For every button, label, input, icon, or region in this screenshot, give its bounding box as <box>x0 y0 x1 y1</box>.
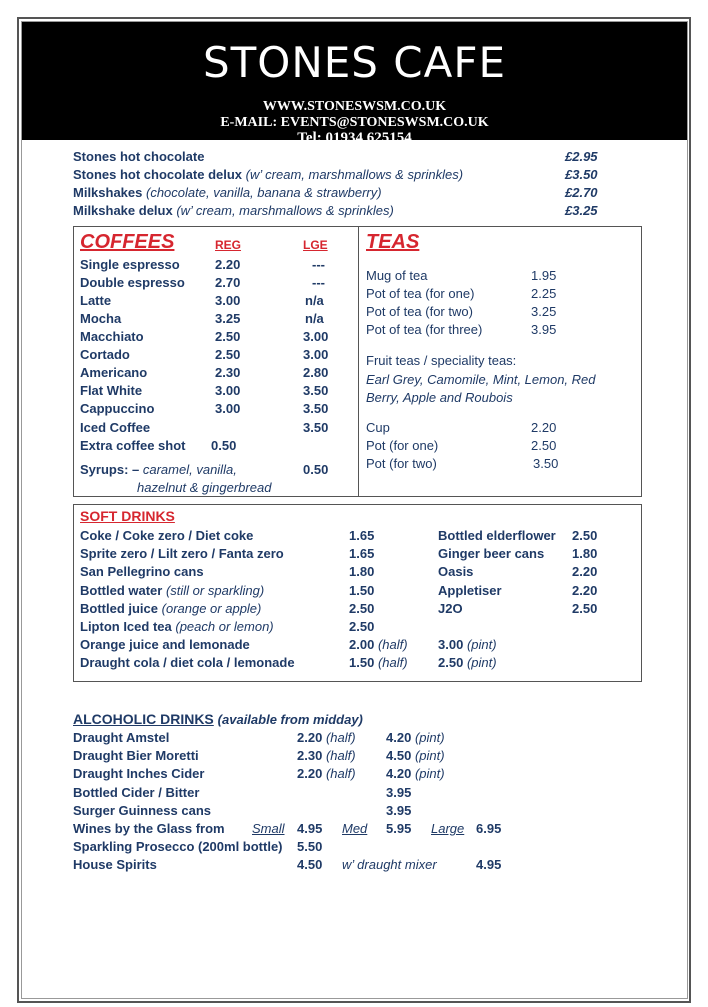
pint-price <box>438 637 497 653</box>
drink-name: Surger Guinness cans <box>73 803 211 818</box>
half-price <box>297 748 356 764</box>
soft-drink-name: Coke / Coke zero / Diet coke <box>80 528 254 543</box>
soft-drink-price: 2.20 <box>572 583 598 598</box>
half-price <box>297 730 356 746</box>
drink-price: 5.50 <box>297 839 323 854</box>
syrups-flavours-cont: hazelnut & gingerbread <box>137 480 272 495</box>
price-value: 2.00 <box>349 637 375 652</box>
list-item <box>73 185 382 201</box>
pint-price <box>386 748 445 764</box>
coffee-reg-price: 3.25 <box>215 311 241 326</box>
soft-drink-price: 1.65 <box>349 546 375 561</box>
fruit-tea-price: 2.50 <box>531 438 557 453</box>
fruit-tea-price: 3.50 <box>533 456 559 471</box>
soft-drink-price: 2.50 <box>572 528 598 543</box>
price-value: 3.00 <box>438 637 464 652</box>
coffee-reg-price: 2.50 <box>215 347 241 362</box>
soft-drink-item <box>80 583 264 599</box>
tea-name: Pot of tea (for three) <box>366 322 483 337</box>
soft-drink-note: (peach or lemon) <box>175 619 274 634</box>
price-value: 4.20 <box>386 730 412 745</box>
item-price: £2.95 <box>565 149 598 164</box>
tea-price: 3.25 <box>531 304 557 319</box>
item-name: Milkshakes <box>73 185 143 200</box>
alcoholic-subtitle: (available from midday) <box>217 712 363 727</box>
price-value: 2.50 <box>438 655 464 670</box>
pint-price <box>386 730 445 746</box>
item-note: (chocolate, vanilla, banana & strawberry) <box>146 185 382 200</box>
menu-header <box>22 22 687 146</box>
reg-label: REG <box>215 238 242 252</box>
soft-drink-note: (still or sparkling) <box>165 583 265 598</box>
syrups-label: Syrups: – <box>80 462 140 477</box>
tea-price: 1.95 <box>531 268 557 283</box>
price-value: 1.50 <box>349 655 375 670</box>
large-price: 6.95 <box>476 821 502 836</box>
drink-name: Draught Inches Cider <box>73 766 205 781</box>
soft-drink-name: Draught cola / diet cola / lemonade <box>80 655 295 670</box>
soft-drink-name: Oasis <box>438 564 474 579</box>
website-text: WWW.STONESWSM.CO.UK <box>262 99 447 114</box>
half-price <box>297 766 356 782</box>
med-label: Med <box>342 821 368 836</box>
price-unit: (half) <box>325 766 356 781</box>
soft-drink-price: 2.50 <box>572 601 598 616</box>
soft-drink-price: 2.50 <box>349 601 375 616</box>
coffee-lge-price: --- <box>312 257 325 272</box>
mixer-label: w’ draught mixer <box>342 857 437 872</box>
half-price <box>349 655 408 671</box>
soft-drink-price: 1.50 <box>349 583 375 598</box>
small-price: 4.95 <box>297 821 323 836</box>
coffee-reg-price: 3.00 <box>215 383 241 398</box>
fruit-tea-price: 2.20 <box>531 420 557 435</box>
item-name: Stones hot chocolate <box>73 149 205 164</box>
coffee-reg-price: 2.50 <box>215 329 241 344</box>
coffee-reg-price: 2.20 <box>215 257 241 272</box>
price-unit: (pint) <box>466 655 497 670</box>
coffee-lge-price: n/a <box>305 293 324 308</box>
alcoholic-heading <box>73 711 363 728</box>
item-note: (w’ cream, marshmallows & sprinkles) <box>176 203 394 218</box>
drink-name: Wines by the Glass from <box>73 821 225 836</box>
coffee-name: Single espresso <box>80 257 180 272</box>
price-value: 4.20 <box>386 766 412 781</box>
drink-price: 3.95 <box>386 785 412 800</box>
coffee-lge-price: 3.00 <box>303 347 329 362</box>
box-divider <box>358 227 359 496</box>
price-unit: (pint) <box>414 766 445 781</box>
price-value: 2.20 <box>297 766 323 781</box>
tea-price: 3.95 <box>531 322 557 337</box>
extra-shot-price: 0.50 <box>211 438 237 453</box>
syrups-row <box>80 462 237 478</box>
soft-drink-name: Bottled water <box>80 583 163 598</box>
syrups-flavours: caramel, vanilla, <box>142 462 237 477</box>
soft-drink-price: 2.20 <box>572 564 598 579</box>
soft-drink-item <box>80 601 261 617</box>
alcoholic-title: ALCOHOLIC DRINKS <box>73 711 214 727</box>
coffee-reg-price: 2.30 <box>215 365 241 380</box>
coffee-name: Cappuccino <box>80 401 155 416</box>
item-price: £3.25 <box>565 203 598 218</box>
soft-drink-price: 1.80 <box>349 564 375 579</box>
coffee-lge-price: 3.50 <box>303 420 329 435</box>
coffee-name: Cortado <box>80 347 130 362</box>
pint-price <box>438 655 497 671</box>
coffee-lge-price: 2.80 <box>303 365 329 380</box>
large-label: Large <box>431 821 465 836</box>
soft-drink-price: 1.80 <box>572 546 598 561</box>
drink-price: 4.50 <box>297 857 323 872</box>
fruit-teas-list-cont: Berry, Apple and Roubois <box>366 390 513 405</box>
item-note: (w’ cream, marshmallows & sprinkles) <box>245 167 464 182</box>
coffee-reg-price: 3.00 <box>215 401 241 416</box>
half-price <box>349 637 408 653</box>
med-price: 5.95 <box>386 821 412 836</box>
soft-drink-name: J2O <box>438 601 463 616</box>
fruit-tea-name: Cup <box>366 420 390 435</box>
cafe-title: STONES CAFE <box>202 38 507 87</box>
soft-drink-name: Ginger beer cans <box>438 546 545 561</box>
coffee-name: Double espresso <box>80 275 185 290</box>
soft-drink-name: Appletiser <box>438 583 502 598</box>
soft-drink-name: Bottled elderflower <box>438 528 556 543</box>
soft-drink-price: 1.65 <box>349 528 375 543</box>
drink-name: Draught Amstel <box>73 730 170 745</box>
item-price: £3.50 <box>565 167 598 182</box>
price-value: 2.30 <box>297 748 323 763</box>
coffee-name: Mocha <box>80 311 122 326</box>
coffee-name: Americano <box>80 365 148 380</box>
coffee-lge-price: 3.50 <box>303 383 329 398</box>
coffee-lge-price: --- <box>312 275 325 290</box>
phone-text: Tel: 01934 625154 <box>297 130 412 146</box>
fruit-tea-name: Pot (for two) <box>366 456 437 471</box>
pint-price <box>386 766 445 782</box>
drink-price: 3.95 <box>386 803 412 818</box>
list-item <box>73 203 394 219</box>
drink-name: House Spirits <box>73 857 157 872</box>
soft-drink-name: Sprite zero / Lilt zero / Fanta zero <box>80 546 284 561</box>
item-name: Milkshake delux <box>73 203 173 218</box>
soft-drink-name: Orange juice and lemonade <box>80 637 250 652</box>
tea-price: 2.25 <box>531 286 557 301</box>
coffee-name: Flat White <box>80 383 143 398</box>
price-unit: (half) <box>325 748 356 763</box>
soft-drink-note: (orange or apple) <box>161 601 262 616</box>
price-value: 2.20 <box>297 730 323 745</box>
coffees-heading: COFFEES <box>80 231 175 253</box>
price-unit: (half) <box>325 730 356 745</box>
price-value: 4.50 <box>386 748 412 763</box>
soft-drink-price: 2.50 <box>349 619 375 634</box>
drink-name: Bottled Cider / Bitter <box>73 785 200 800</box>
soft-drinks-heading: SOFT DRINKS <box>80 508 175 524</box>
drink-name: Draught Bier Moretti <box>73 748 199 763</box>
teas-heading: TEAS <box>366 231 420 253</box>
soft-drink-item <box>80 619 274 635</box>
item-name: Stones hot chocolate delux <box>73 167 243 182</box>
lge-label: LGE <box>303 238 328 252</box>
syrups-price: 0.50 <box>303 462 329 477</box>
small-label: Small <box>252 821 285 836</box>
list-item <box>73 149 204 165</box>
price-unit: (pint) <box>414 730 445 745</box>
coffee-name: Iced Coffee <box>80 420 151 435</box>
tea-name: Mug of tea <box>366 268 428 283</box>
coffee-lge-price: 3.00 <box>303 329 329 344</box>
tea-name: Pot of tea (for one) <box>366 286 475 301</box>
email-text: E-MAIL: EVENTS@STONESWSM.CO.UK <box>220 115 489 130</box>
soft-drink-name: Lipton Iced tea <box>80 619 172 634</box>
tea-name: Pot of tea (for two) <box>366 304 473 319</box>
coffee-lge-price: 3.50 <box>303 401 329 416</box>
price-unit: (half) <box>377 655 408 670</box>
price-unit: (pint) <box>466 637 497 652</box>
list-item <box>73 167 463 183</box>
coffee-name: Latte <box>80 293 112 308</box>
item-price: £2.70 <box>565 185 598 200</box>
coffee-name: Macchiato <box>80 329 144 344</box>
coffee-reg-price: 3.00 <box>215 293 241 308</box>
price-unit: (half) <box>377 637 408 652</box>
price-unit: (pint) <box>414 748 445 763</box>
drink-name: Sparkling Prosecco (200ml bottle) <box>73 839 283 854</box>
mixer-price: 4.95 <box>476 857 502 872</box>
fruit-tea-name: Pot (for one) <box>366 438 439 453</box>
extra-shot-name: Extra coffee shot <box>80 438 186 453</box>
coffee-lge-price: n/a <box>305 311 324 326</box>
coffee-reg-price: 2.70 <box>215 275 241 290</box>
soft-drink-name: Bottled juice <box>80 601 159 616</box>
fruit-teas-heading: Fruit teas / speciality teas: <box>366 353 517 368</box>
soft-drink-name: San Pellegrino cans <box>80 564 204 579</box>
fruit-teas-list: Earl Grey, Camomile, Mint, Lemon, Red <box>366 372 596 387</box>
